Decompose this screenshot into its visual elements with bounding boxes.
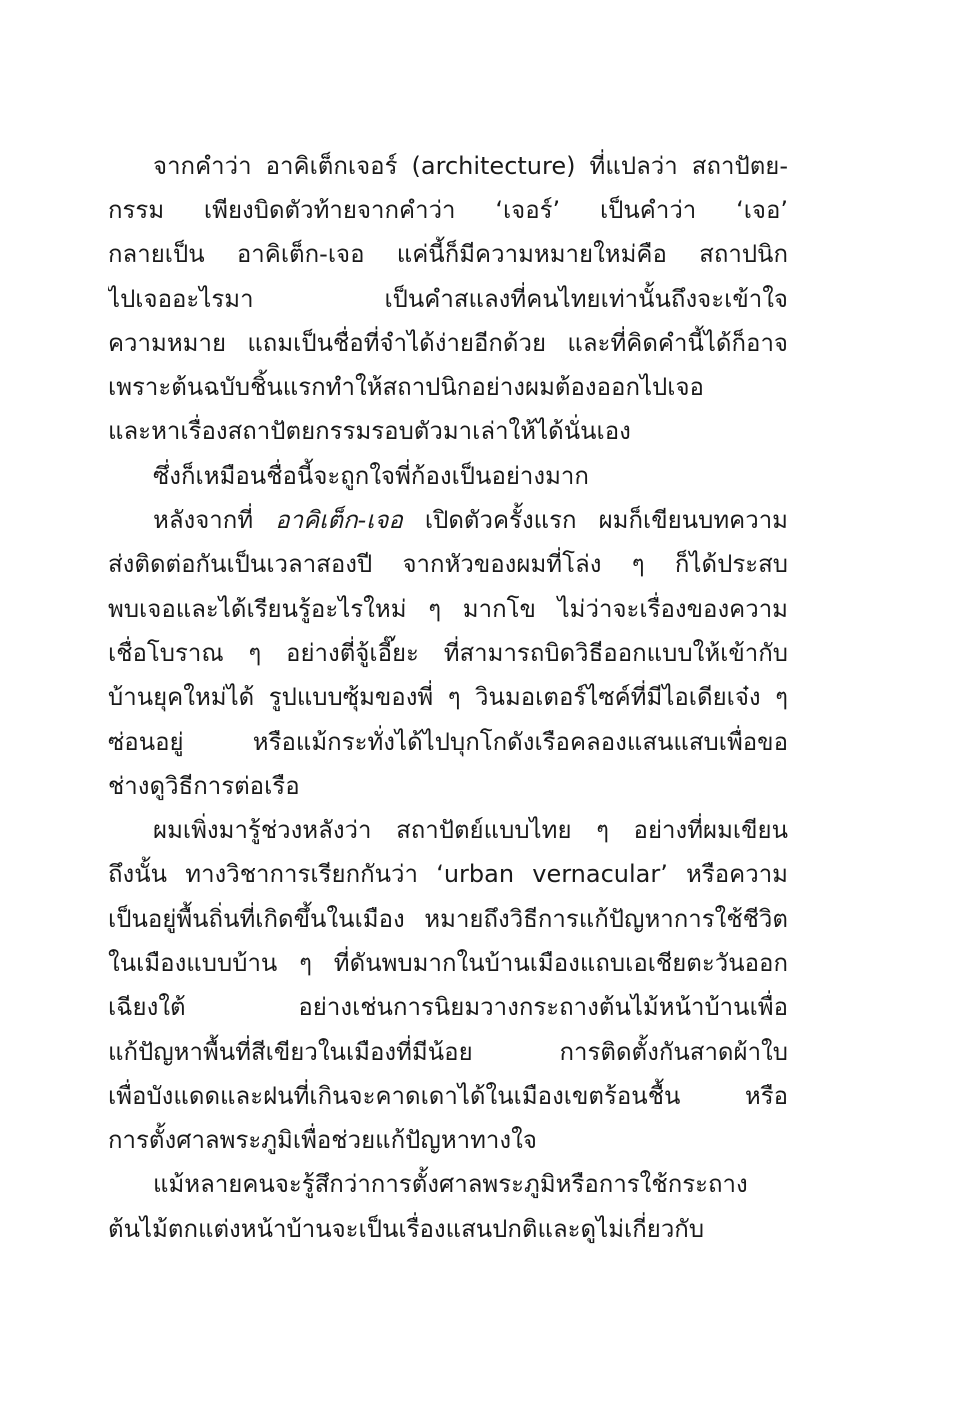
text-line: เพราะต้นฉบับชิ้นแรกทำให้สถาปนิกอย่างผมต้องออกไปเจอ	[108, 373, 704, 401]
text-run: เปิดตัวครั้งแรก ผมก็เขียนบทความ	[424, 506, 788, 534]
text-run: หลังจากที่	[153, 506, 254, 534]
text-line: ผมเพิ่งมารู้ช่วงหลังว่า สถาปัตย์แบบไทย ๆ อย่างที่ผมเขียน	[153, 816, 788, 844]
text-line: เฉียงใต้ อย่างเช่นการนิยมวางกระถางต้นไม้หน้าบ้านเพื่อ	[108, 993, 788, 1021]
text-line: กรรม เพียงบิดตัวท้ายจากคำว่า ‘เจอร์’ เป็นคำว่า ‘เจอ’	[108, 196, 788, 224]
text-line: จากคำว่า อาคิเต็กเจอร์ (architecture) ที่แปลว่า สถาปัตย-	[153, 152, 788, 180]
text-line: บ้านยุคใหม่ได้ รูปแบบซุ้มของพี่ ๆ วินมอเตอร์ไซค์ที่มีไอเดียเจ๋ง ๆ	[108, 683, 788, 711]
text-line: เป็นอยู่พื้นถิ่นที่เกิดขึ้นในเมือง หมายถึงวิธีการแก้ปัญหาการใช้ชีวิต	[108, 905, 788, 933]
text-line: ความหมาย แถมเป็นชื่อที่จำได้ง่ายอีกด้วย และที่คิดคำนี้ได้ก็อาจ	[108, 329, 788, 357]
text-line: เพื่อบังแดดและฝนที่เกินจะคาดเดาได้ในเมืองเขตร้อนชื้น หรือ	[108, 1082, 788, 1110]
text-line: ต้นไม้ตกแต่งหน้าบ้านจะเป็นเรื่องแสนปกติและดูไม่เกี่ยวกับ	[108, 1215, 705, 1243]
text-line: ซ่อนอยู่ หรือแม้กระทั่งได้ไปบุกโกดังเรือคลองแสนแสบเพื่อขอ	[108, 728, 788, 756]
text-line: เชื่อโบราณ ๆ อย่างตี่จู้เอี๊ยะ ที่สามารถบิดวิธีออกแบบให้เข้ากับ	[108, 639, 788, 667]
text-line: การตั้งศาลพระภูมิเพื่อช่วยแก้ปัญหาทางใจ	[108, 1126, 537, 1154]
italic-title: อาคิเต็ก-เจอ	[275, 506, 403, 534]
text-line: ไปเจออะไรมา เป็นคำสแลงที่คนไทยเท่านั้นถึงจะเข้าใจ	[108, 285, 788, 313]
text-line: ช่างดูวิธีการต่อเรือ	[108, 772, 300, 800]
text-line: กลายเป็น อาคิเต็ก-เจอ แค่นี้ก็มีความหมายใหม่คือ สถาปนิก	[108, 240, 788, 268]
text-line	[153, 502, 788, 538]
text-line: แก้ปัญหาพื้นที่สีเขียวในเมืองที่มีน้อย การติดตั้งกันสาดผ้าใบ	[108, 1038, 788, 1066]
text-line: แม้หลายคนจะรู้สึกว่าการตั้งศาลพระภูมิหรือการใช้กระถาง	[153, 1170, 748, 1198]
text-line: ในเมืองแบบบ้าน ๆ ที่ดันพบมากในบ้านเมืองแถบเอเชียตะวันออก	[108, 949, 788, 977]
text-line: ซึ่งก็เหมือนชื่อนี้จะถูกใจพี่ก้องเป็นอย่างมาก	[153, 462, 589, 490]
text-line: ส่งติดต่อกันเป็นเวลาสองปี จากหัวของผมที่โล่ง ๆ ก็ได้ประสบ	[108, 550, 788, 578]
text-line: พบเจอและได้เรียนรู้อะไรใหม่ ๆ มากโข ไม่ว่าจะเรื่องของความ	[108, 595, 788, 623]
text-line: และหาเรื่องสถาปัตยกรรมรอบตัวมาเล่าให้ได้นั่นเอง	[108, 417, 631, 445]
text-line: ถึงนั้น ทางวิชาการเรียกกันว่า ‘urban vernacular’ หรือความ	[108, 860, 788, 888]
